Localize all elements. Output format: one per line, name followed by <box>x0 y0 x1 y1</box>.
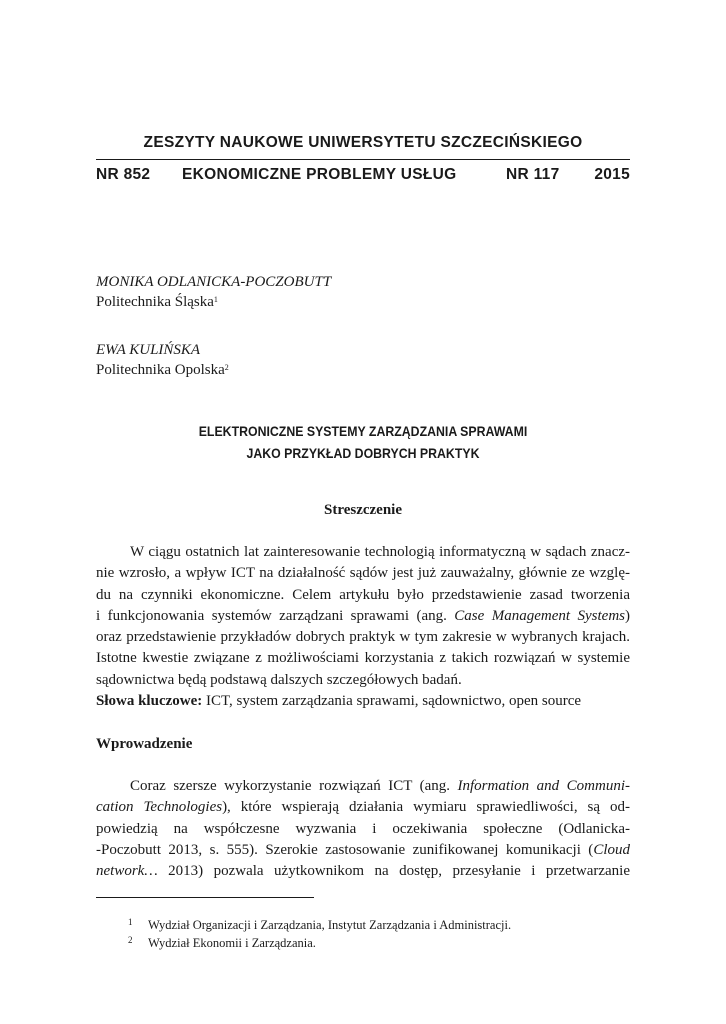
footnote-text: Wydział Organizacji i Zarządzania, Instytut Zarządzania i Administracji. <box>148 918 512 932</box>
intro-line: Coraz szersze wykorzystanie rozwiązań ICT (ang. Information and Communi- <box>130 778 630 794</box>
abstract-line: Istotne kwestie związane z możliwościami korzystania z takich rozwiązań w systemie <box>96 650 630 667</box>
footnote-text: Wydział Ekonomii i Zarządzania. <box>148 936 316 950</box>
intro-line: powiedzią na współczesne wyzwania i oczekiwania społeczne (Odlanicka- <box>96 820 630 837</box>
abstract-body <box>96 542 630 712</box>
author-affiliation: Politechnika Śląska$^1$ <box>96 294 218 310</box>
journal-title: ZESZYTY NAUKOWE UNIWERSYTETU SZCZECIŃSKIEGO <box>143 134 583 151</box>
footnote-ref[interactable]: 2 <box>224 363 229 372</box>
abstract-line: du na czynniki ekonomiczne. Celem artykułu było przedstawienie zasad tworzenia <box>96 586 630 603</box>
intro-line: cation Technologies), które wspierają działania wymiaru sprawiedliwości, są od- <box>96 799 630 816</box>
header-rule <box>96 159 630 160</box>
keywords: ICT, system zarządzania sprawami, sądownictwo, open source <box>206 693 582 710</box>
intro-line: -Poczobutt 2013, s. 555). Szerokie zastosowanie zunifikowanej komunikacji (Cloud <box>96 841 630 858</box>
abstract-heading: Streszczenie <box>323 502 403 518</box>
journal-series: EKONOMICZNE PROBLEMY USŁUG <box>182 166 457 183</box>
abstract-line: W ciągu ostatnich lat zainteresowanie technologią informatyczną w sądach znacz- <box>130 544 630 560</box>
abstract-line: sądownictwa będą podstawą dalszych szczegółowych badań. <box>96 671 462 688</box>
intro-heading: Wprowadzenie <box>96 736 193 752</box>
journal-number: NR 852 <box>96 166 151 183</box>
article-title <box>128 420 598 464</box>
intro-body <box>96 776 630 882</box>
footnote-rule <box>96 897 314 898</box>
abstract-line: nie wzrosło, a wpływ ICT na działalność sądów jest już zauważalny, głównie ze wzglę- <box>96 565 630 582</box>
title-line: ELEKTRONICZNE SYSTEMY ZARZĄDZANIA SPRAWAMI <box>198 423 528 439</box>
abstract-line: oraz przedstawienie przykładów dobrych praktyk w tym zakresie w wybranych krajach. <box>96 629 630 646</box>
author-2 <box>96 340 229 380</box>
issue-year: 2015 <box>594 166 630 183</box>
issue-number: NR 117 <box>506 166 560 183</box>
keywords-label: Słowa kluczowe: <box>96 693 203 710</box>
abstract-line: i funkcjonowania systemów zarządzani sprawami (ang. Case Management Systems) <box>96 607 630 624</box>
author-name: MONIKA ODLANICKA-POCZOBUTT <box>96 274 332 290</box>
footnote-number: 1 <box>128 917 133 927</box>
intro-line: network… 2013) pozwala użytkownikom na dostęp, przesyłanie i przetwarzanie <box>96 863 630 880</box>
keywords-line <box>96 691 630 712</box>
footnote-ref[interactable]: 1 <box>213 295 218 304</box>
author-name: EWA KULIŃSKA <box>96 342 201 358</box>
title-line: JAKO PRZYKŁAD DOBRYCH PRAKTYK <box>246 445 480 461</box>
footnote-number: 2 <box>128 935 133 945</box>
author-1 <box>96 272 331 312</box>
author-affiliation: Politechnika Opolska$^2$ <box>96 362 229 378</box>
